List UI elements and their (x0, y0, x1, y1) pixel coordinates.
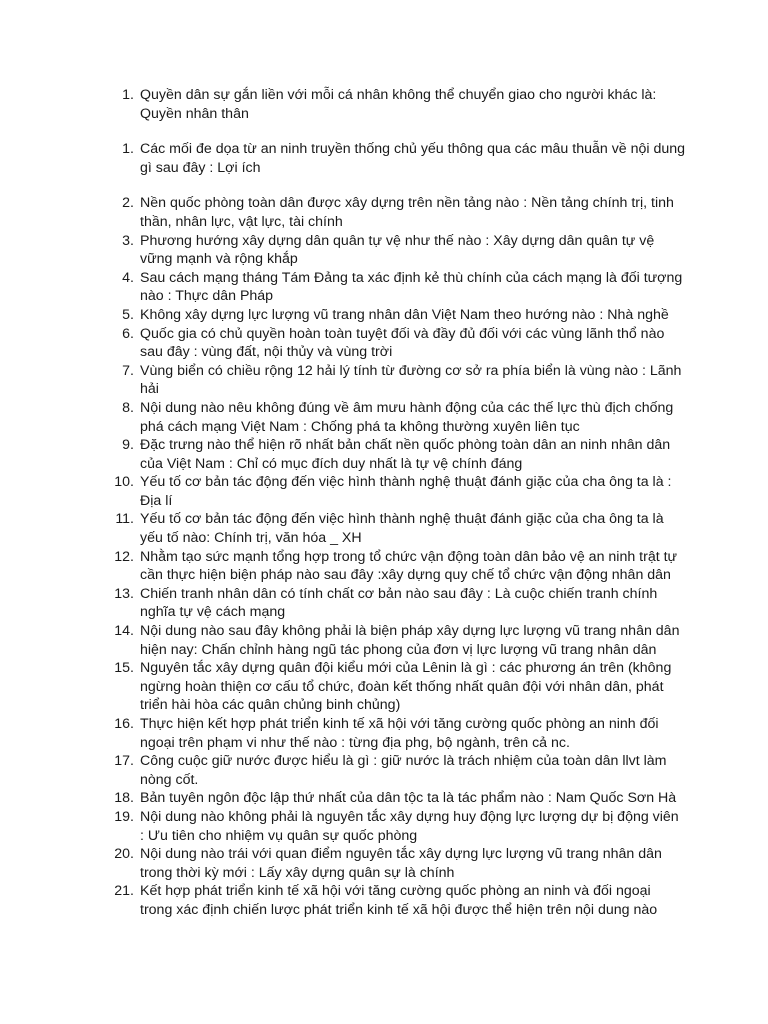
item-number: 5. (122, 306, 134, 323)
item-text: Nhằm tạo sức mạnh tổng hợp trong tổ chức vận động toàn dân bảo vệ an ninh trật tự cần thực hiện biện pháp nào sau đây :xây dựng quy chế tổ chức vận động nhân dân (140, 548, 678, 584)
item-text: Thực hiện kết hợp phát triển kinh tế xã hội với tăng cường quốc phòng an ninh đối ngoại trên phạm vi như thế nào : từng địa phg, bộ ngành, trên cả nc. (140, 716, 659, 751)
item-text: Bản tuyên ngôn độc lập thứ nhất của dân tộc ta là tác phẩm nào : Nam Quốc Sơn Hà (140, 790, 677, 807)
item-number: 17. (114, 753, 134, 770)
item-number: 9. (122, 437, 134, 454)
list-item (106, 194, 686, 231)
list-item (106, 808, 686, 845)
item-number: 8. (122, 399, 134, 416)
item-number: 13. (114, 585, 134, 602)
item-number: 21. (114, 883, 134, 900)
item-number: 6. (122, 325, 134, 342)
item-text: Đặc trưng nào thể hiện rõ nhất bản chất nền quốc phòng toàn dân an ninh nhân dân của Việt Nam : Chỉ có mục đích duy nhất là tự vệ chính đáng (140, 437, 671, 472)
list-item (106, 715, 686, 752)
item-text: Nền quốc phòng toàn dân được xây dựng trên nền tảng nào : Nền tảng chính trị, tinh thần, nhân lực, vật lực, tài chính (140, 195, 674, 230)
item-text: Nội dung nào không phải là nguyên tắc xây dựng huy động lực lượng dự bị động viên : Ưu tiên cho nhiệm vụ quân sự quốc phòng (140, 808, 679, 844)
item-text: Công cuộc giữ nước được hiểu là gì : giữ nước là trách nhiệm của toàn dân llvt làm nòng cốt. (140, 753, 667, 788)
list-item (106, 232, 686, 269)
item-number: 2. (122, 195, 134, 212)
list-item (106, 473, 686, 510)
list-item (106, 306, 686, 325)
item-text: Yếu tố cơ bản tác động đến việc hình thành nghệ thuật đánh giặc của cha ông ta là yếu tố nào: Chính trị, văn hóa _ XH (140, 511, 664, 547)
list-item (106, 86, 686, 123)
list-item (106, 510, 686, 547)
list-item (106, 789, 686, 808)
item-text: Phương hướng xây dựng dân quân tự vệ như thế nào : Xây dựng dân quân tự vệ vững mạnh và rộng khắp (140, 232, 655, 268)
list-item (106, 269, 686, 306)
list-item (106, 325, 686, 362)
list-item (106, 585, 686, 622)
list-item (106, 845, 686, 882)
item-number: 15. (114, 660, 134, 677)
item-text: Nội dung nào nêu không đúng về âm mưu hành động của các thế lực thù địch chống phá cách mạng Việt Nam : Chống phá ta không thường xuyên liên tục (140, 399, 674, 435)
item-text: Quốc gia có chủ quyền hoàn toàn tuyệt đối và đầy đủ đối với các vùng lãnh thổ nào sau đây : vùng đất, nội thủy và vùng trời (140, 325, 665, 361)
item-text: Nguyên tắc xây dựng quân đội kiểu mới của Lênin là gì : các phương án trên (không ngừng hoàn thiện cơ cấu tổ chức, đoàn kết thống nhất quân đội với nhân dân, phát triển hài hòa các quân chủng binh chủng) (140, 660, 672, 714)
item-text: Vùng biển có chiều rộng 12 hải lý tính từ đường cơ sở ra phía biển là vùng nào : Lãnh hải (140, 362, 682, 398)
item-number: 11. (115, 511, 134, 528)
item-text: Không xây dựng lực lượng vũ trang nhân dân Việt Nam theo hướng nào : Nhà nghề (140, 306, 669, 323)
item-number: 10. (114, 474, 134, 491)
list-item (106, 659, 686, 715)
item-number: 19. (114, 808, 134, 825)
item-number: 12. (114, 548, 134, 565)
list-item (106, 436, 686, 473)
question-list (106, 86, 686, 920)
item-number: 7. (122, 362, 134, 379)
item-number: 1. (122, 141, 134, 158)
item-text: Nội dung nào sau đây không phải là biện pháp xây dựng lực lượng vũ trang nhân dân hiện nay: Chấn chỉnh hàng ngũ tác phong của đơn vị lực lượng vũ trang nhân dân (140, 623, 680, 658)
list-item (106, 140, 686, 177)
list-item (106, 548, 686, 585)
list-item (106, 362, 686, 399)
item-text: Nội dung nào trái với quan điểm nguyên tắc xây dựng lực lượng vũ trang nhân dân trong thời kỳ mới : Lấy xây dựng quân sự là chính (140, 846, 662, 881)
item-text: Quyền dân sự gắn liền với mỗi cá nhân không thể chuyển giao cho người khác là: Quyền nhân thân (140, 87, 657, 122)
item-text: Chiến tranh nhân dân có tính chất cơ bản nào sau đây : Là cuộc chiến tranh chính nghĩa tự vệ cách mạng (140, 585, 658, 621)
item-number: 20. (114, 846, 134, 863)
list-item (106, 882, 686, 919)
item-number: 3. (122, 232, 134, 249)
list-item (106, 622, 686, 659)
item-number: 16. (114, 716, 134, 732)
item-text: Các mối đe dọa từ an ninh truyền thống chủ yếu thông qua các mâu thuẫn về nội dung gì sau đây : Lợi ích (140, 141, 686, 176)
item-number: 4. (122, 269, 134, 286)
list-item (106, 752, 686, 789)
list-item (106, 399, 686, 436)
item-number: 18. (114, 790, 134, 807)
item-number: 1. (122, 87, 134, 103)
item-text: Sau cách mạng tháng Tám Đảng ta xác định kẻ thù chính của cách mạng là đối tượng nào : Thực dân Pháp (140, 269, 683, 305)
item-text: Kết hợp phát triển kinh tế xã hội với tăng cường quốc phòng an ninh và đối ngoại trong xác định chiến lược phát triển kinh tế xã hội được thể hiện trên nội dung nào (140, 883, 658, 918)
item-text: Yếu tố cơ bản tác động đến việc hình thành nghệ thuật đánh giặc của cha ông ta là : Địa lí (140, 474, 672, 509)
item-number: 14. (114, 623, 134, 640)
